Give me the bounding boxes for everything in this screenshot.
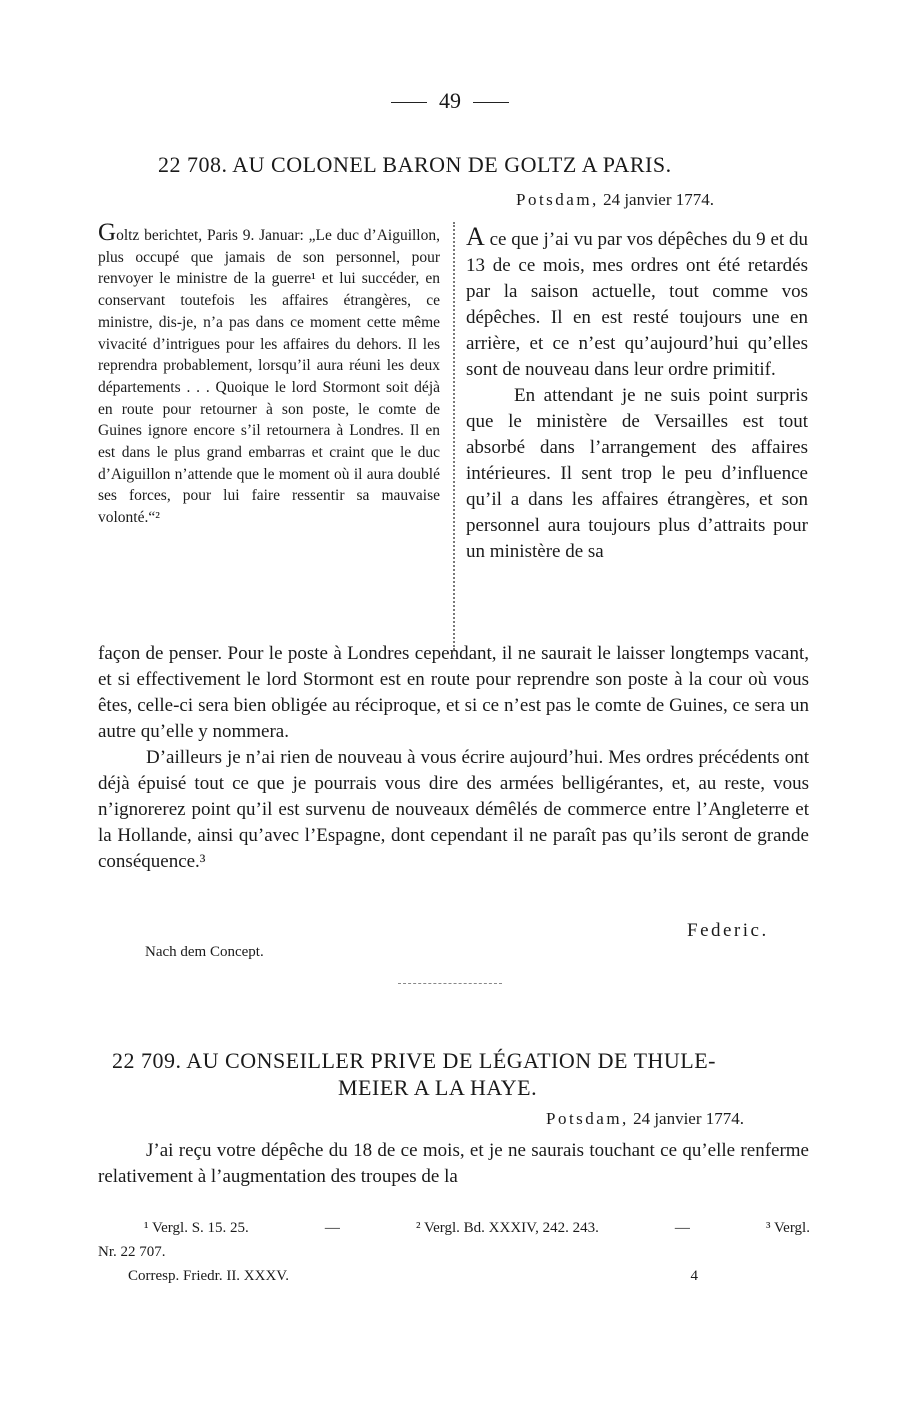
- summary-initial: G: [98, 219, 117, 246]
- letter2-body: [98, 1138, 809, 1190]
- letter-divider: [398, 983, 502, 984]
- footnote-2: ² Vergl. Bd. XXXIV, 242. 243.: [415, 1220, 599, 1236]
- footnote-line-1: [98, 1216, 810, 1240]
- letter1-source: Nach dem Concept.: [145, 944, 264, 960]
- column-separator: [453, 222, 455, 650]
- page-number: [0, 88, 900, 114]
- letter1-paragraph-1: [466, 224, 808, 383]
- letter2-place: Potsdam,: [546, 1109, 629, 1128]
- page-number-dash-right: [473, 102, 509, 103]
- page-number-text: 49: [439, 88, 461, 113]
- footnote-separator-2: —: [674, 1220, 690, 1236]
- paragraph-initial: A: [466, 222, 485, 251]
- printer-signature-line: [128, 1268, 698, 1285]
- letter2-heading-line1: 22 709. AU CONSEILLER PRIVE DE LÉGATION DE THULE-: [112, 1048, 716, 1073]
- letter1-right-column: [466, 224, 808, 565]
- summary-text: oltz berichtet, Paris 9. Januar: „Le duc d’Aiguillon, plus occupé que jamais de son personnel, pour renvoyer le ministre de la guerre¹ et lui succéder, en conservant toutefois les affaires étrangères, ce ministre, dis-je, n’a pas dans ce moment cette même vivacité d’intrigues pour les affaires du dehors. Il les reprendra probablement, lorsqu’il aura réuni les deux départements . . . Quoique le lord Stormont soit déjà en route pour retourner à son poste, le comte de Guines ignore encore s’il retournera à Londres. Il en est dans le plus grand embarras et craint que le duc d’Aiguillon n’attende que le moment où il aura doublé ses forces, pour lui faire ressentir sa mauvaise volonté.“²: [98, 227, 440, 527]
- footnote-1: ¹ Vergl. S. 15. 25.: [144, 1220, 249, 1236]
- letter1-date: 24 janvier 1774.: [603, 190, 715, 209]
- letter1-paragraph-3: D’ailleurs je n’ai rien de nouveau à vous écrire aujourd’hui. Mes ordres précédents ont déjà épuisé tout ce que je pourrais vous dire des armées belligérantes, et, au reste, vous n’ignorerez point qu’il est survenu de nouveaux démêlés de commerce entre l’Angleterre et la Hollande, ainsi qu’avec l’Espagne, dont cependant il ne paraît pas qu’ils seront de grande conséquence.³: [98, 747, 809, 872]
- letter2-date: 24 janvier 1774.: [633, 1109, 745, 1128]
- letter1-paragraph-2-column: En attendant je ne suis point surpris que le ministère de Versailles est tout absorbé dans l’arrangement des affaires intérieures. Il sent trop le peu d’influence qu’il a dans les affaires étrangères, et son personnel aura toujours plus d’attraits pour un ministère de sa: [466, 385, 808, 562]
- footnotes: [98, 1216, 810, 1264]
- letter1-heading: 22 708. AU COLONEL BARON DE GOLTZ A PARIS.: [158, 152, 672, 177]
- corresp-label: Corresp. Friedr. II. XXXV.: [128, 1268, 289, 1284]
- letter1-paragraph-2-full: façon de penser. Pour le poste à Londres cependant, il ne saurait le laisser longtemps vacant, et si effectivement le lord Stormont est en route pour reprendre son poste à la cour où vous êtes, celle-ci sera bien obligée au réciproque, et si ce n’est pas le comte de Guines, ce sera un autre qu’elle y nommera.: [98, 643, 809, 742]
- letter1-full-width: [98, 641, 809, 875]
- footnote-3: ³ Vergl.: [766, 1220, 810, 1236]
- footnote-separator-1: —: [324, 1220, 340, 1236]
- sheet-number: 4: [690, 1268, 698, 1284]
- letter2-dateline: [546, 1109, 744, 1129]
- page-number-dash-left: [391, 102, 427, 103]
- letter2-paragraph-1: J’ai reçu votre dépêche du 18 de ce mois, et je ne saurais touchant ce qu’elle renferme relativement à l’augmentation des troupes de la: [98, 1140, 809, 1187]
- letter1-signature: Federic.: [687, 920, 769, 941]
- footnote-3-continuation: Nr. 22 707.: [98, 1244, 166, 1260]
- letter1-dateline: [516, 190, 714, 210]
- letter1-summary: [98, 219, 440, 529]
- letter2-heading-line2: MEIER A LA HAYE.: [338, 1075, 538, 1100]
- letter1-place: Potsdam,: [516, 190, 599, 209]
- paragraph-1-text: ce que j’ai vu par vos dépêches du 9 et du 13 de ce mois, mes ordres ont été retardés par la saison actuelle, tout comme vos dépêches. Il en est resté toujours une en arrière, et ce n’est qu’aujourd’hui qu’elles sont de nouveau dans leur ordre primitif.: [466, 229, 808, 380]
